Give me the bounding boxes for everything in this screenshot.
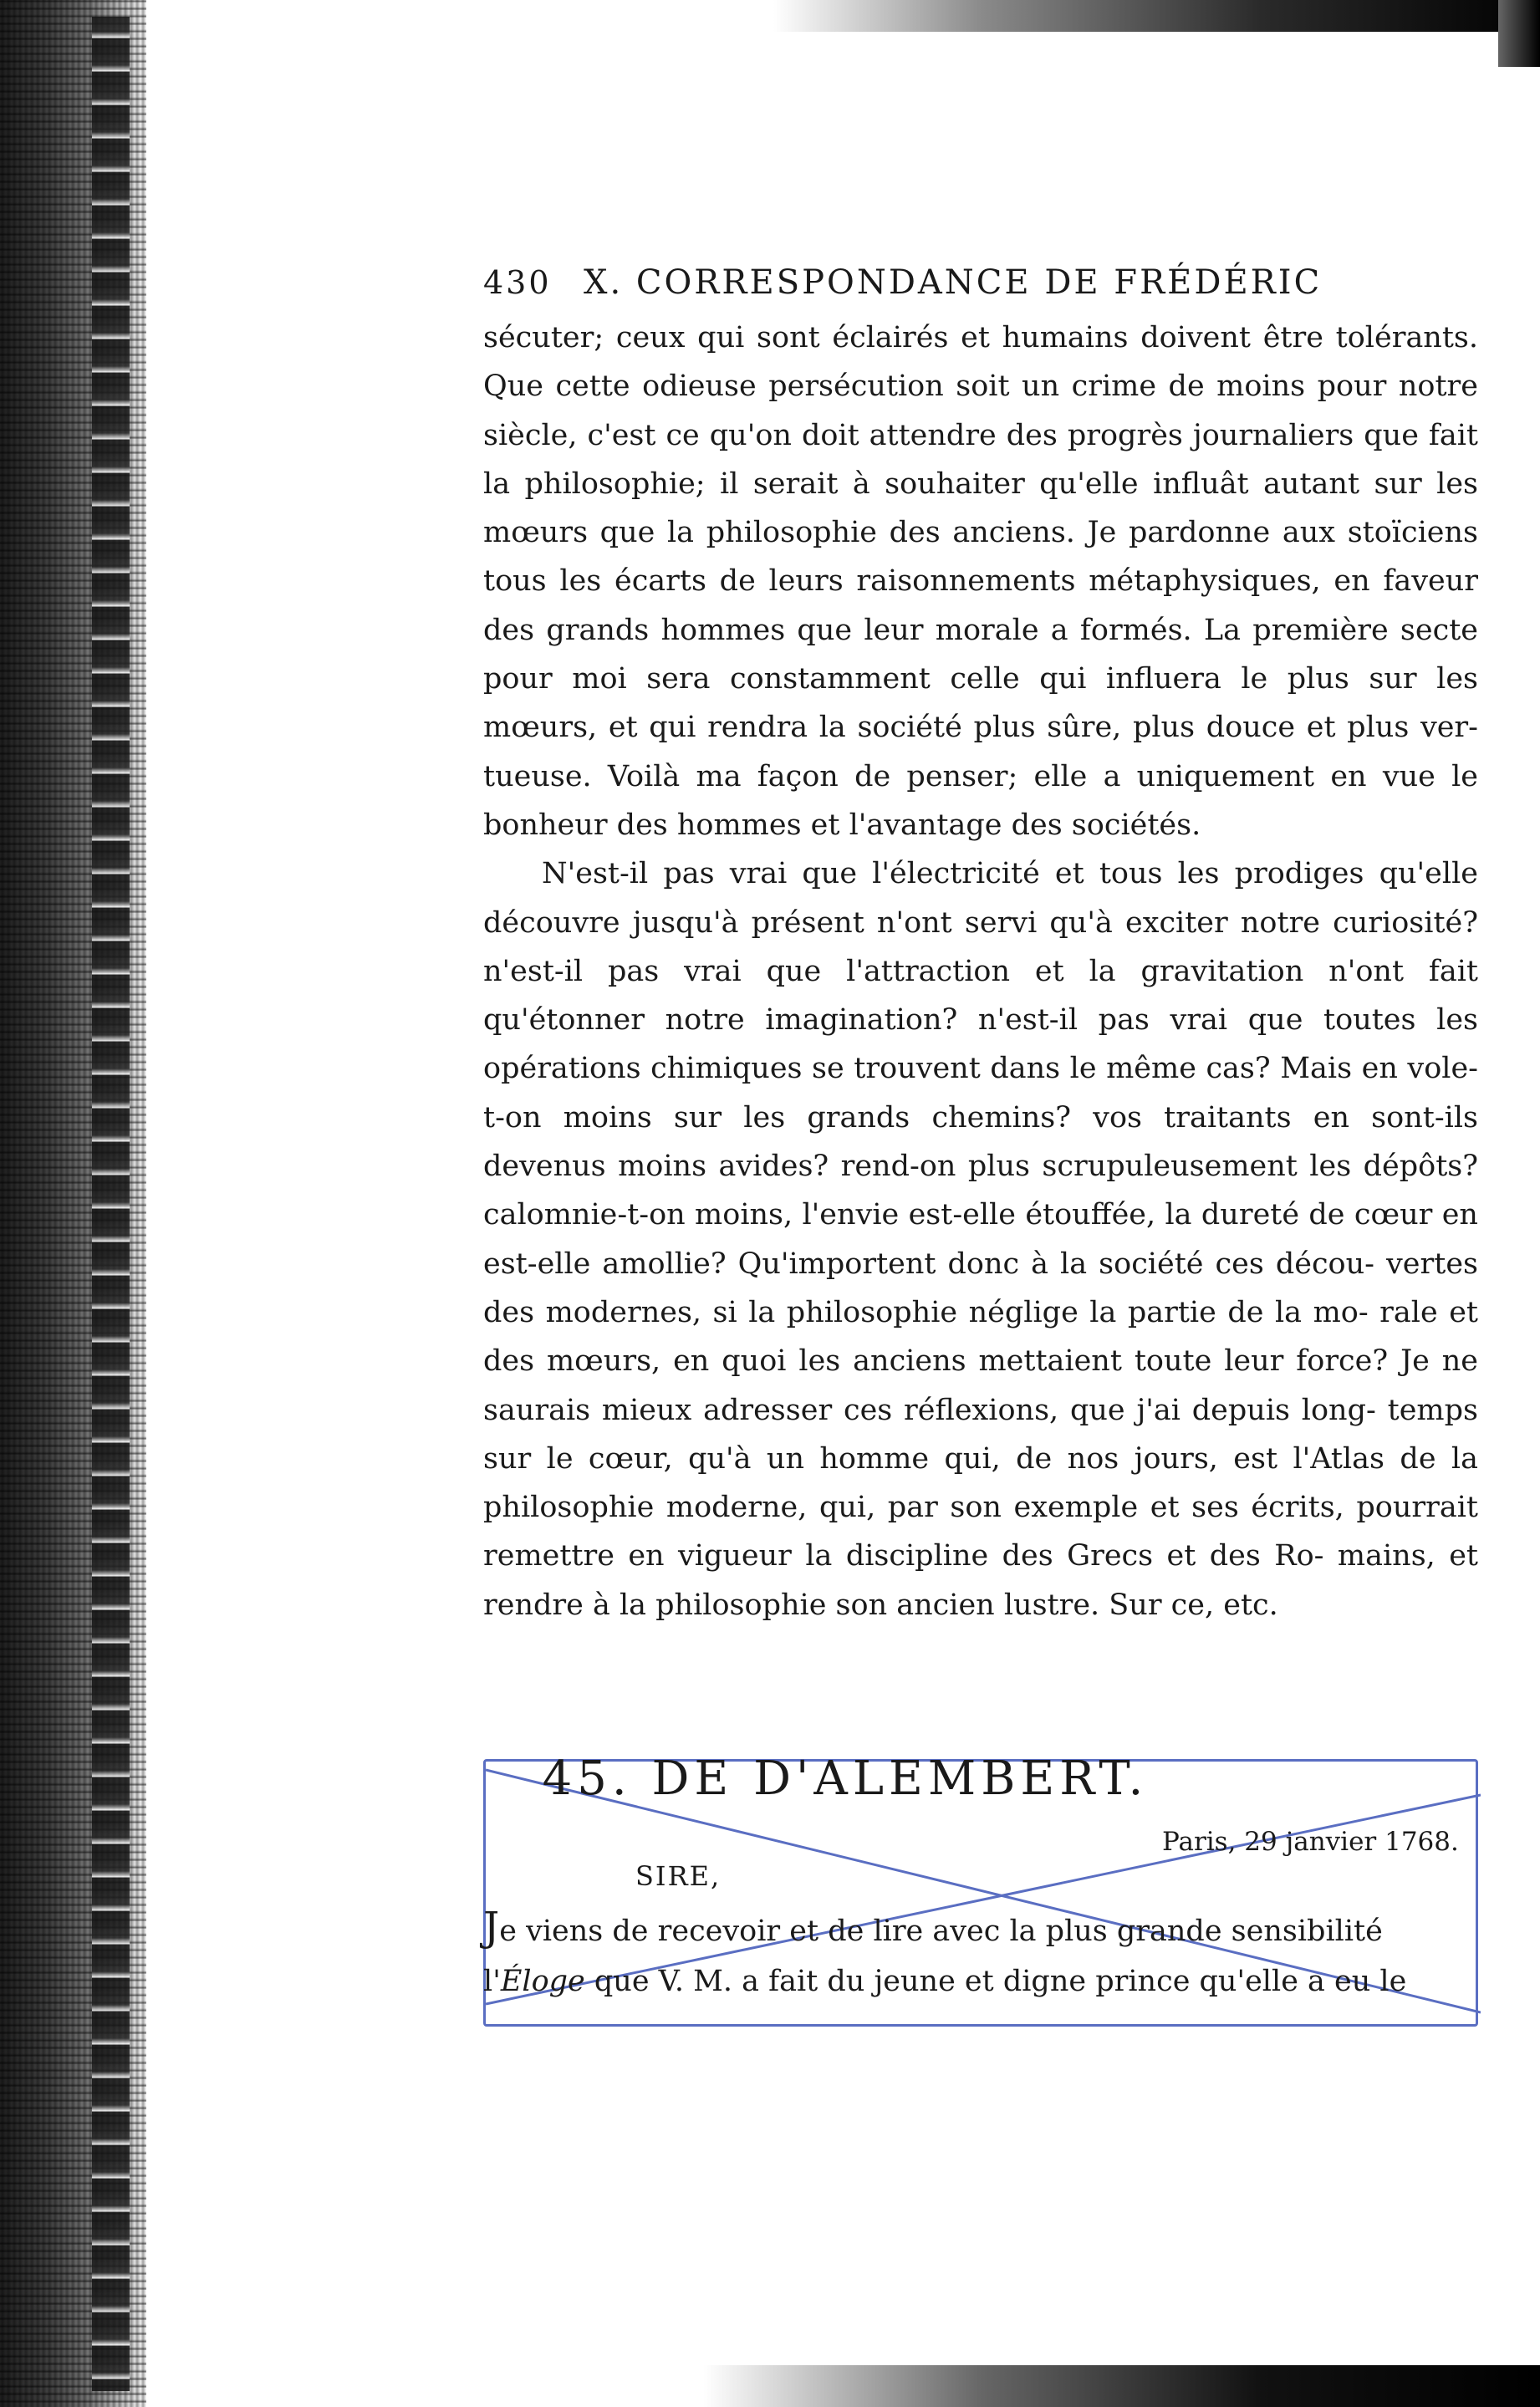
letter-text: e viens de recevoir et de lire avec la plus grande sensibilité	[499, 1915, 1383, 1948]
text-line: bonheur des hommes et l'avantage des sociétés.	[483, 808, 1201, 842]
paragraph-2	[483, 849, 1478, 1629]
eloge-title: Éloge	[500, 1965, 585, 1998]
text-line: sécuter; ceux qui sont éclairés et humains doivent être tolérants.	[483, 321, 1478, 354]
text-line: Je ne saurais mieux adresser ces réflexions, que j'ai depuis long-	[483, 1344, 1478, 1427]
text-line: pourrait remettre en vigueur la discipline des Grecs et des Ro-	[483, 1491, 1478, 1573]
text-line: découvre jusqu'à présent n'ont servi qu'à exciter notre curiosité?	[483, 905, 1478, 940]
letter-heading: 45. DE D'ALEMBERT.	[542, 1752, 1149, 1806]
text-line: rale et des mœurs, en quoi les anciens mettaient toute leur force?	[483, 1295, 1478, 1379]
drop-cap: J	[483, 1904, 500, 1951]
text-line: tous les écarts de leurs raisonnements métaphysiques, en faveur	[483, 564, 1478, 599]
text-line: mœurs, et qui rendra la société plus sûre, plus douce et plus ver-	[483, 711, 1478, 745]
text-line: siècle, c'est ce qu'on doit attendre des progrès journaliers que fait	[483, 418, 1478, 452]
text-line: opérations chimiques se trouvent dans le même cas? Mais en	[483, 1052, 1398, 1086]
letter-line-1	[483, 1902, 1478, 1956]
text-line: Que cette odieuse persécution soit un crime de moins pour notre	[483, 370, 1478, 404]
text-line: vole-t-on moins sur les grands chemins? vos traitants en sont-ils	[483, 1052, 1478, 1135]
letter-text: l'	[483, 1965, 501, 1998]
paragraph-1	[483, 314, 1478, 849]
scan-margin-top	[146, 0, 1540, 32]
text-line: mœurs que la philosophie des anciens. Je pardonne aux stoïciens	[483, 516, 1478, 550]
text-line: des grands hommes que leur morale a formés. La première secte	[483, 613, 1478, 647]
text-line: mains, et rendre à la philosophie son ancien lustre. Sur ce, etc.	[483, 1539, 1478, 1622]
text-line: temps sur le cœur, qu'à un homme qui, de nos jours, est l'Atlas	[483, 1393, 1478, 1476]
letter-salutation: SIRE,	[635, 1860, 722, 1892]
text-line: de la philosophie moderne, qui, par son exemple et ses écrits,	[483, 1441, 1478, 1525]
text-line: calomnie-t-on moins, l'envie est-elle étouffée, la dureté de cœur	[483, 1198, 1433, 1232]
letter-body	[483, 1902, 1478, 2007]
text-line: tueuse. Voilà ma façon de penser; elle a uniquement en vue le	[483, 759, 1478, 793]
body-text	[483, 314, 1478, 1629]
text-line: devenus moins avides? rend-on plus scrupuleusement les dépôts?	[483, 1150, 1478, 1184]
text-line: N'est-il pas vrai que l'électricité et tous les prodiges qu'elle	[542, 857, 1478, 891]
page-number: 430	[483, 264, 552, 301]
text-line: pour moi sera constamment celle qui influera le plus sur les	[483, 662, 1478, 696]
text-line: vertes des modernes, si la philosophie néglige la partie de la mo-	[483, 1247, 1478, 1329]
scan-binding-shadow	[92, 17, 130, 2391]
text-line: n'est-il pas vrai que l'attraction et la gravitation n'ont fait	[483, 954, 1478, 988]
letter-text: que V. M. a fait du jeune et digne prince qu'elle a eu le	[584, 1965, 1407, 1998]
letter-line-2	[483, 1956, 1478, 2007]
scan-margin-bottom	[146, 2365, 1540, 2407]
letter-dateline: Paris, 29 janvier 1768.	[1162, 1827, 1459, 1857]
text-line: en est-elle amollie? Qu'importent donc à la société ces décou-	[483, 1198, 1478, 1281]
text-line: qu'étonner notre imagination? n'est-il pas vrai que toutes les	[483, 1003, 1478, 1038]
text-line: la philosophie; il serait à souhaiter qu'elle influât autant sur les	[483, 467, 1478, 501]
scan-corner-right	[1498, 0, 1540, 67]
running-title: X. CORRESPONDANCE DE FRÉDÉRIC	[584, 263, 1323, 302]
page-content	[483, 263, 1478, 1629]
running-head	[483, 263, 1478, 314]
